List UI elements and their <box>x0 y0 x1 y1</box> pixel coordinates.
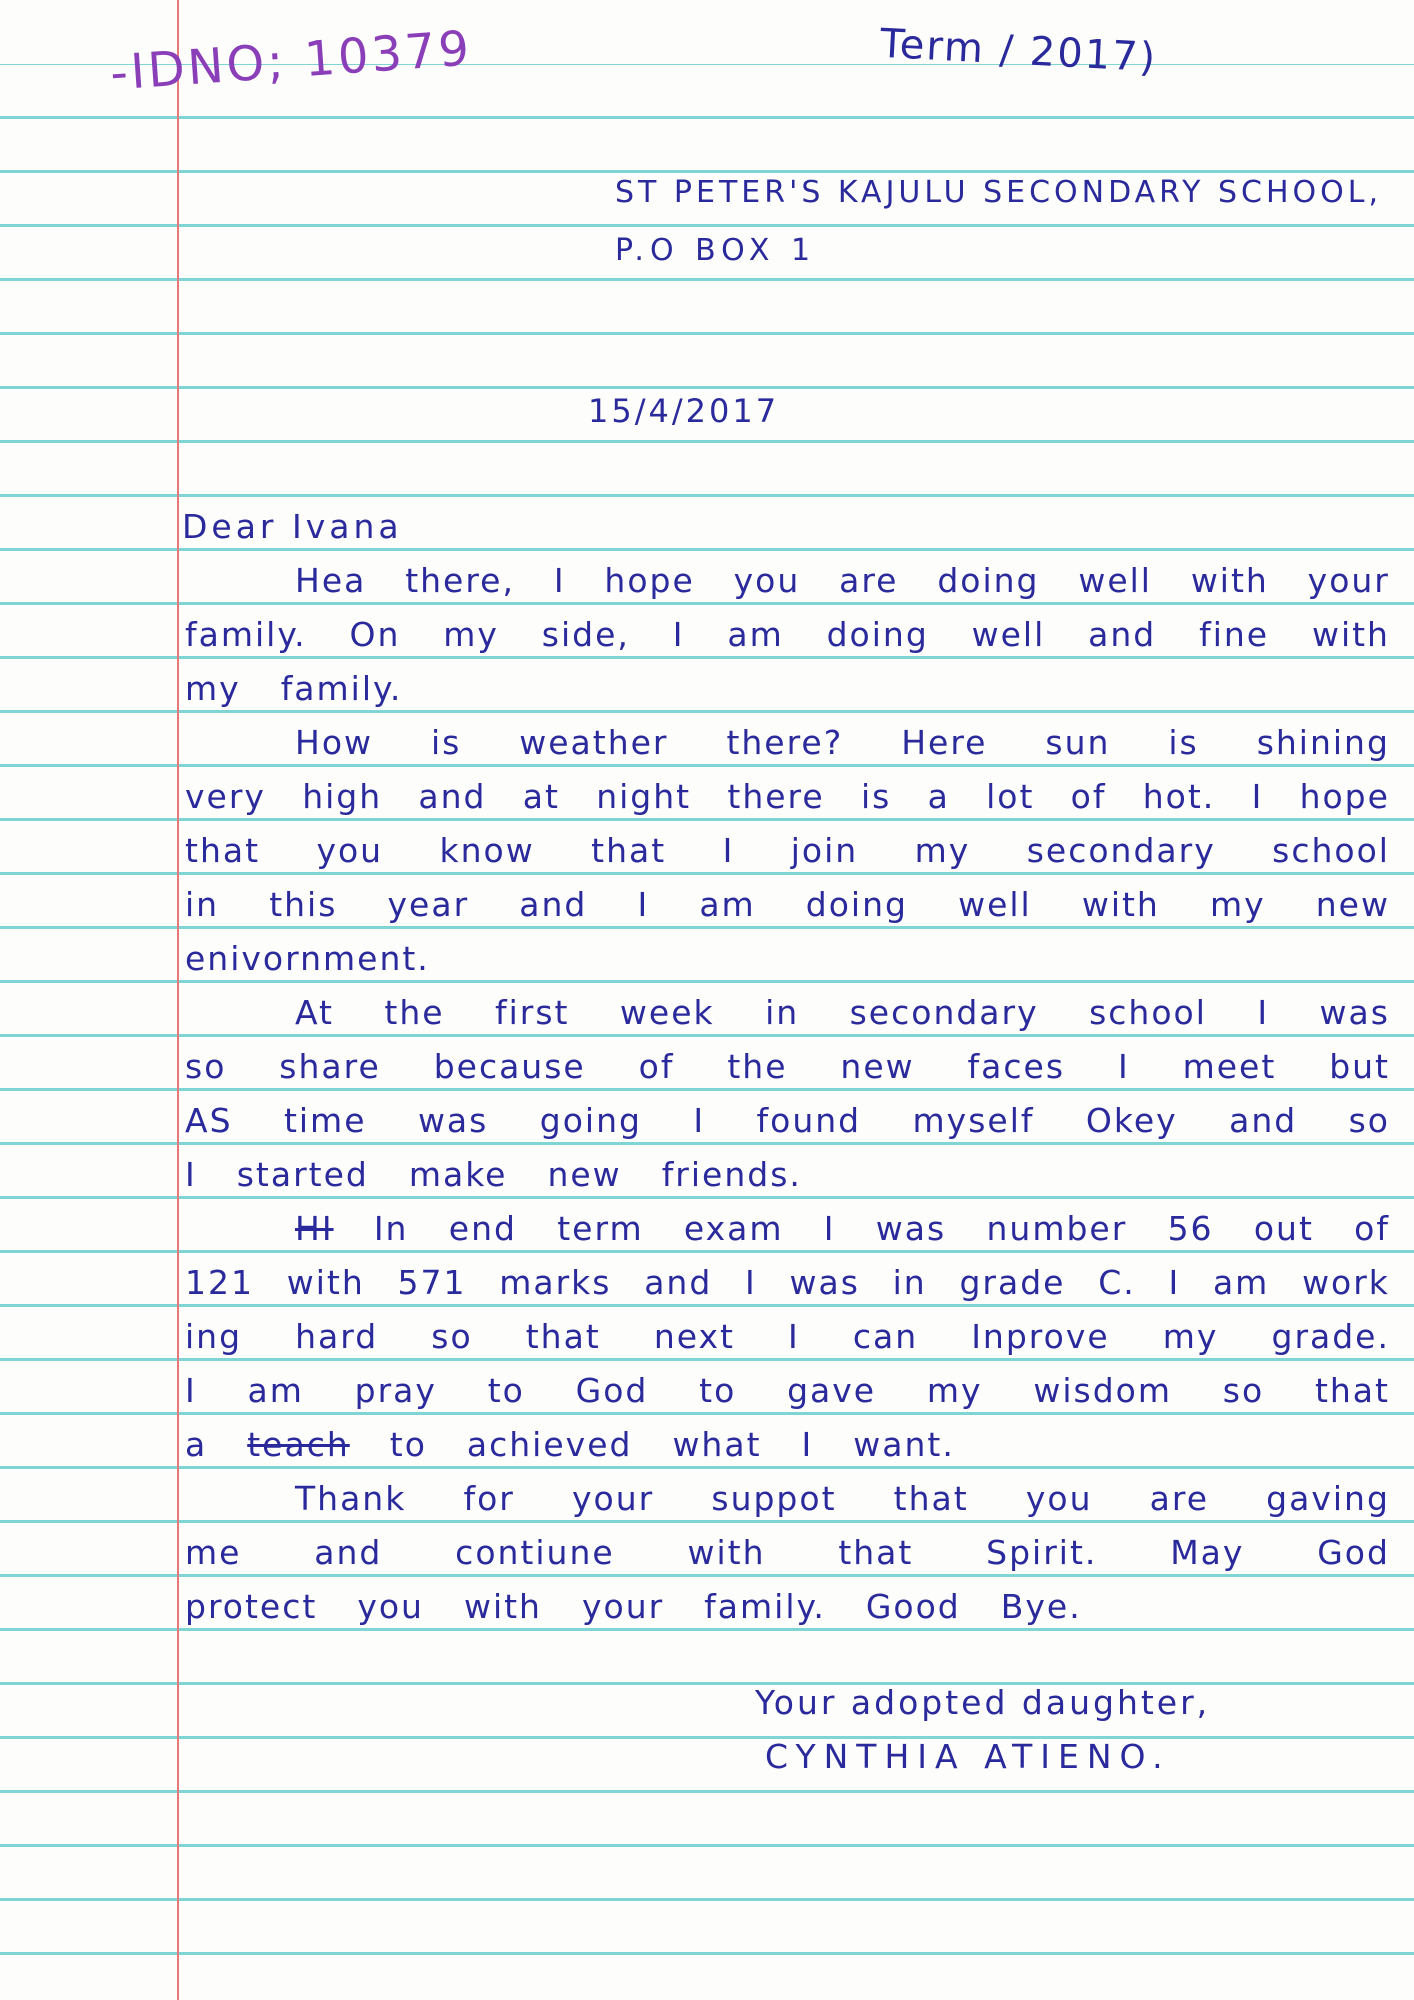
letter-line: Hea there, I hope you are doing well with your <box>295 561 1390 600</box>
letter-line: in this year and I am doing well with my new <box>185 885 1390 924</box>
margin-line <box>177 0 179 2000</box>
letter-line: I started make new friends. <box>185 1155 802 1194</box>
greeting: Dear Ivana <box>182 507 403 546</box>
letter-line: HI In end term exam I was number 56 out of <box>295 1209 1390 1248</box>
letter-line: Thank for your suppot that you are gaving <box>295 1479 1390 1518</box>
letter-line: At the first week in secondary school I was <box>295 993 1390 1032</box>
signature-name: CYNTHIA ATIENO. <box>765 1737 1171 1776</box>
letter-line: enivornment. <box>185 939 430 978</box>
letter-line: my family. <box>185 669 403 708</box>
letter-line: How is weather there? Here sun is shining <box>295 723 1390 762</box>
term-note: Term / 2017) <box>878 20 1159 82</box>
id-number-note: -IDNO; 10379 <box>108 20 474 102</box>
letter-line: so share because of the new faces I meet but <box>185 1047 1390 1086</box>
letter-line: AS time was going I found myself Okey and so <box>185 1101 1390 1140</box>
school-address: ST PETER'S KAJULU SECONDARY SCHOOL, <box>615 175 1382 210</box>
letter-line: I am pray to God to gave my wisdom so that <box>185 1371 1390 1410</box>
letter-line: ing hard so that next I can Inprove my grade. <box>185 1317 1390 1356</box>
letter-line: me and contiune with that Spirit. May God <box>185 1533 1390 1572</box>
letter-line: protect you with your family. Good Bye. <box>185 1587 1082 1626</box>
po-box: P.O BOX 1 <box>615 233 817 268</box>
letter-line: very high and at night there is a lot of hot. I hope <box>185 777 1390 816</box>
letter-line: a teach to achieved what I want. <box>185 1425 955 1464</box>
letter-line: 121 with 571 marks and I was in grade C. I am work <box>185 1263 1390 1302</box>
letter-date: 15/4/2017 <box>588 392 780 430</box>
closing-line: Your adopted daughter, <box>755 1683 1211 1722</box>
letter-line: family. On my side, I am doing well and fine with <box>185 615 1390 654</box>
letter-line: that you know that I join my secondary school <box>185 831 1390 870</box>
